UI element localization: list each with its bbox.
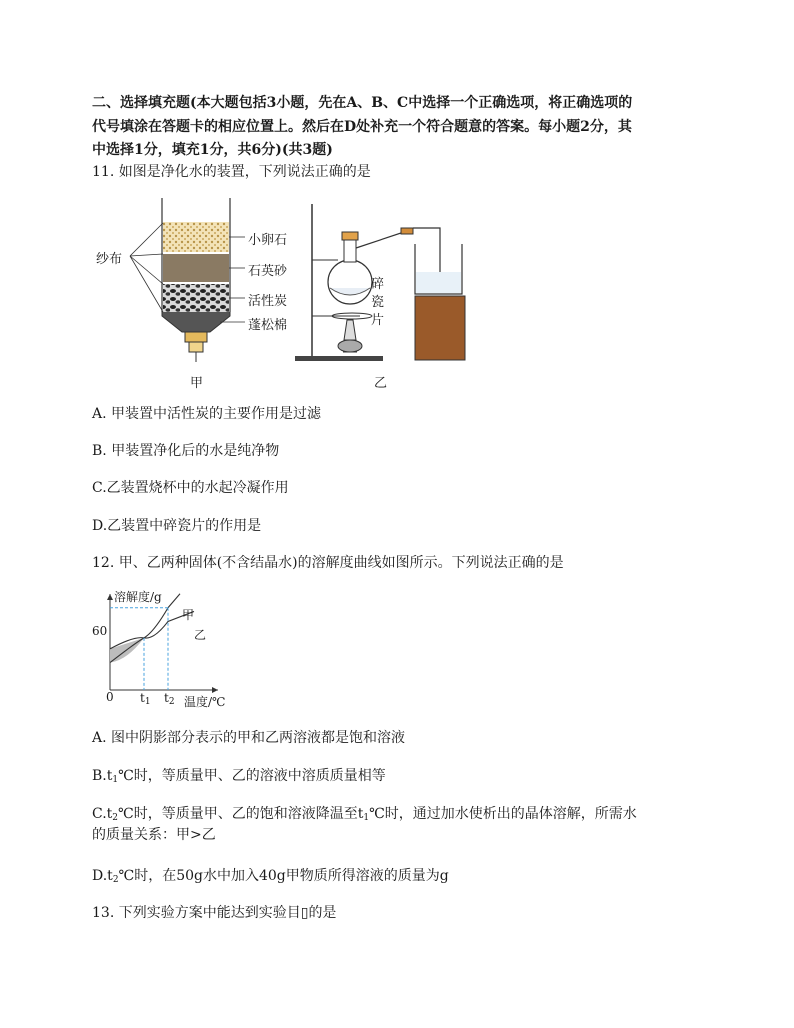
chart-ylabel: 溶解度/g (114, 590, 162, 604)
quartz-sand-layer (163, 254, 229, 282)
wooden-block (415, 296, 465, 360)
distilling-flask (328, 260, 372, 304)
section-heading-line-1: 二、选择填充题(本大题包括3小题，先在A、B、C中选择一个正确选项，将正确选项的 (92, 95, 633, 111)
chart-x-tick-t1: $t_1$ (140, 691, 151, 707)
label-cotton: 蓬松棉 (248, 318, 288, 333)
label-pebbles: 小卵石 (248, 233, 288, 248)
q12-option-b: $B.t_1℃$时，等质量甲、乙的溶液中溶质质量相等 (92, 768, 386, 785)
q12-option-a: A. 图中阴影部分表示的甲和乙两溶液都是饱和溶液 (92, 730, 406, 746)
q11-option-a: A. 甲装置中活性炭的主要作用是过滤 (92, 406, 322, 422)
chart-axes (107, 594, 218, 693)
label-porcelain-3: 片 (371, 313, 385, 328)
cotton-layer (162, 312, 230, 332)
label-yi: 乙 (374, 376, 388, 391)
activated-carbon-layer (163, 284, 229, 312)
q12-stem: 12. 甲、乙两种固体(不含结晶水)的溶解度曲线如图所示。下列说法正确的是 (92, 555, 564, 571)
label-porcelain-2: 瓷 (371, 295, 385, 310)
section-heading-line-2: 代号填涂在答题卡的相应位置上。然后在D处补充一个符合题意的答案。每小题2分，其 (92, 119, 632, 135)
q11-stem: 11. 如图是净化水的装置，下列说法正确的是 (92, 164, 371, 180)
q11-option-d: D.乙装置中碎瓷片的作用是 (92, 518, 262, 534)
label-quartz-sand: 石英砂 (248, 264, 288, 279)
q12-option-c: $C.t_2℃$时，等质量甲、乙的饱和溶液降温至$t_1℃$时，通过加水使析出的晶体溶解，所需水 (92, 806, 637, 823)
q11-option-b: B. 甲装置净化后的水是纯净物 (92, 443, 280, 459)
purifier-column (162, 198, 230, 362)
chart-origin-label: 0 (106, 690, 114, 704)
chart-x-tick-t2: $t_2$ (164, 691, 175, 707)
label-gauze: 纱布 (96, 252, 123, 267)
q13-stem: 13. 下列实验方案中能达到实验目▯的是 (92, 905, 337, 921)
q12-option-c-line-2: 的质量关系：甲>乙 (92, 827, 216, 843)
y-axis-arrow (107, 594, 113, 600)
chart-xlabel: 温度/℃ (184, 695, 226, 709)
q12-option-d: $D.t_2℃$时，在50g水中加入40g甲物质所得溶液的质量为g (92, 868, 449, 885)
chart-series-label-yi: 乙 (194, 628, 207, 642)
pebble-layer (163, 222, 229, 252)
section-heading-line-3: 中选择1分，填充1分，共6分)(共3题) (92, 142, 333, 158)
q11-option-c: C.乙装置烧杯中的水起冷凝作用 (92, 480, 289, 496)
gauze-pointers (130, 223, 163, 312)
label-jia: 甲 (190, 376, 204, 391)
chart-y-tick-60: 60 (92, 624, 108, 638)
label-porcelain-1: 碎 (371, 277, 385, 292)
chart-series-label-jia: 甲 (182, 608, 195, 622)
label-activated-carbon: 活性炭 (248, 294, 288, 309)
